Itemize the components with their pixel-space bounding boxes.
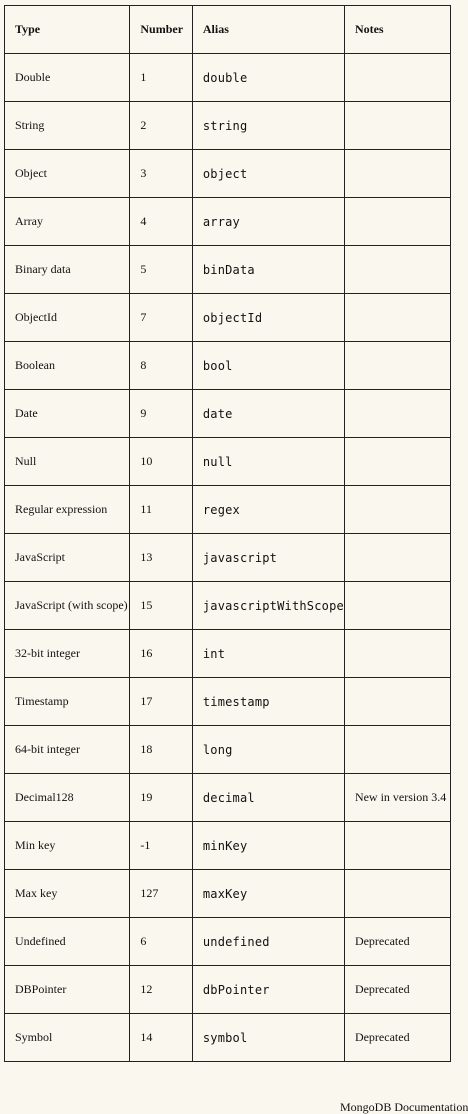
alias-cell: int <box>192 630 344 678</box>
type-cell: Decimal128 <box>5 774 130 822</box>
notes-cell <box>344 54 450 102</box>
footer-text: MongoDB Documentation <box>340 1100 468 1114</box>
alias-cell: binData <box>192 246 344 294</box>
type-cell: DBPointer <box>5 966 130 1014</box>
notes-cell <box>344 150 450 198</box>
header-notes: Notes <box>344 6 450 54</box>
table-row <box>5 102 451 150</box>
type-cell: Undefined <box>5 918 130 966</box>
alias-cell: objectId <box>192 294 344 342</box>
number-cell: 16 <box>130 630 192 678</box>
table-header-row <box>5 6 451 54</box>
number-cell: 13 <box>130 534 192 582</box>
alias-cell: dbPointer <box>192 966 344 1014</box>
number-cell: 11 <box>130 486 192 534</box>
alias-cell: javascript <box>192 534 344 582</box>
table-row <box>5 246 451 294</box>
table-row <box>5 390 451 438</box>
alias-cell: undefined <box>192 918 344 966</box>
notes-cell <box>344 438 450 486</box>
alias-cell: string <box>192 102 344 150</box>
number-cell: 5 <box>130 246 192 294</box>
type-cell: ObjectId <box>5 294 130 342</box>
type-cell: Binary data <box>5 246 130 294</box>
header-number: Number <box>130 6 192 54</box>
type-cell: Date <box>5 390 130 438</box>
number-cell: 1 <box>130 54 192 102</box>
alias-cell: minKey <box>192 822 344 870</box>
notes-cell <box>344 726 450 774</box>
notes-cell <box>344 198 450 246</box>
table-row <box>5 966 451 1014</box>
type-cell: Min key <box>5 822 130 870</box>
number-cell: 3 <box>130 150 192 198</box>
notes-cell: Deprecated <box>344 918 450 966</box>
table-row <box>5 342 451 390</box>
type-cell: Boolean <box>5 342 130 390</box>
header-type: Type <box>5 6 130 54</box>
table-row <box>5 150 451 198</box>
number-cell: 14 <box>130 1014 192 1062</box>
alias-cell: bool <box>192 342 344 390</box>
number-cell: 19 <box>130 774 192 822</box>
type-cell: JavaScript (with scope) <box>5 582 130 630</box>
number-cell: 10 <box>130 438 192 486</box>
type-cell: Object <box>5 150 130 198</box>
type-cell: Max key <box>5 870 130 918</box>
table-row <box>5 54 451 102</box>
alias-cell: timestamp <box>192 678 344 726</box>
number-cell: 17 <box>130 678 192 726</box>
type-cell: Timestamp <box>5 678 130 726</box>
notes-cell: Deprecated <box>344 1014 450 1062</box>
type-cell: String <box>5 102 130 150</box>
table-row <box>5 486 451 534</box>
type-cell: Array <box>5 198 130 246</box>
type-cell: 32-bit integer <box>5 630 130 678</box>
table-row <box>5 1014 451 1062</box>
header-alias: Alias <box>192 6 344 54</box>
table-row <box>5 630 451 678</box>
table-row <box>5 198 451 246</box>
table-row <box>5 534 451 582</box>
table-row <box>5 438 451 486</box>
number-cell: 2 <box>130 102 192 150</box>
alias-cell: date <box>192 390 344 438</box>
notes-cell: New in version 3.4 <box>344 774 450 822</box>
number-cell: 9 <box>130 390 192 438</box>
number-cell: 12 <box>130 966 192 1014</box>
type-cell: Regular expression <box>5 486 130 534</box>
notes-cell <box>344 486 450 534</box>
table-row <box>5 294 451 342</box>
number-cell: 6 <box>130 918 192 966</box>
number-cell: -1 <box>130 822 192 870</box>
alias-cell: null <box>192 438 344 486</box>
alias-cell: long <box>192 726 344 774</box>
notes-cell <box>344 822 450 870</box>
alias-cell: regex <box>192 486 344 534</box>
table-row <box>5 918 451 966</box>
table-row <box>5 726 451 774</box>
notes-cell <box>344 102 450 150</box>
number-cell: 7 <box>130 294 192 342</box>
number-cell: 18 <box>130 726 192 774</box>
number-cell: 8 <box>130 342 192 390</box>
table-row <box>5 822 451 870</box>
notes-cell <box>344 870 450 918</box>
type-cell: Null <box>5 438 130 486</box>
alias-cell: maxKey <box>192 870 344 918</box>
alias-cell: decimal <box>192 774 344 822</box>
notes-cell <box>344 342 450 390</box>
notes-cell <box>344 534 450 582</box>
notes-cell <box>344 630 450 678</box>
bson-types-table <box>4 5 451 1062</box>
notes-cell <box>344 390 450 438</box>
alias-cell: double <box>192 54 344 102</box>
type-cell: Double <box>5 54 130 102</box>
table-row <box>5 774 451 822</box>
number-cell: 15 <box>130 582 192 630</box>
alias-cell: symbol <box>192 1014 344 1062</box>
table-row <box>5 678 451 726</box>
notes-cell <box>344 294 450 342</box>
notes-cell <box>344 582 450 630</box>
notes-cell: Deprecated <box>344 966 450 1014</box>
type-cell: JavaScript <box>5 534 130 582</box>
number-cell: 127 <box>130 870 192 918</box>
number-cell: 4 <box>130 198 192 246</box>
alias-cell: javascriptWithScope <box>192 582 344 630</box>
type-cell: 64-bit integer <box>5 726 130 774</box>
table-row <box>5 582 451 630</box>
type-cell: Symbol <box>5 1014 130 1062</box>
table-row <box>5 870 451 918</box>
notes-cell <box>344 246 450 294</box>
notes-cell <box>344 678 450 726</box>
alias-cell: object <box>192 150 344 198</box>
table-body <box>5 54 451 1062</box>
alias-cell: array <box>192 198 344 246</box>
